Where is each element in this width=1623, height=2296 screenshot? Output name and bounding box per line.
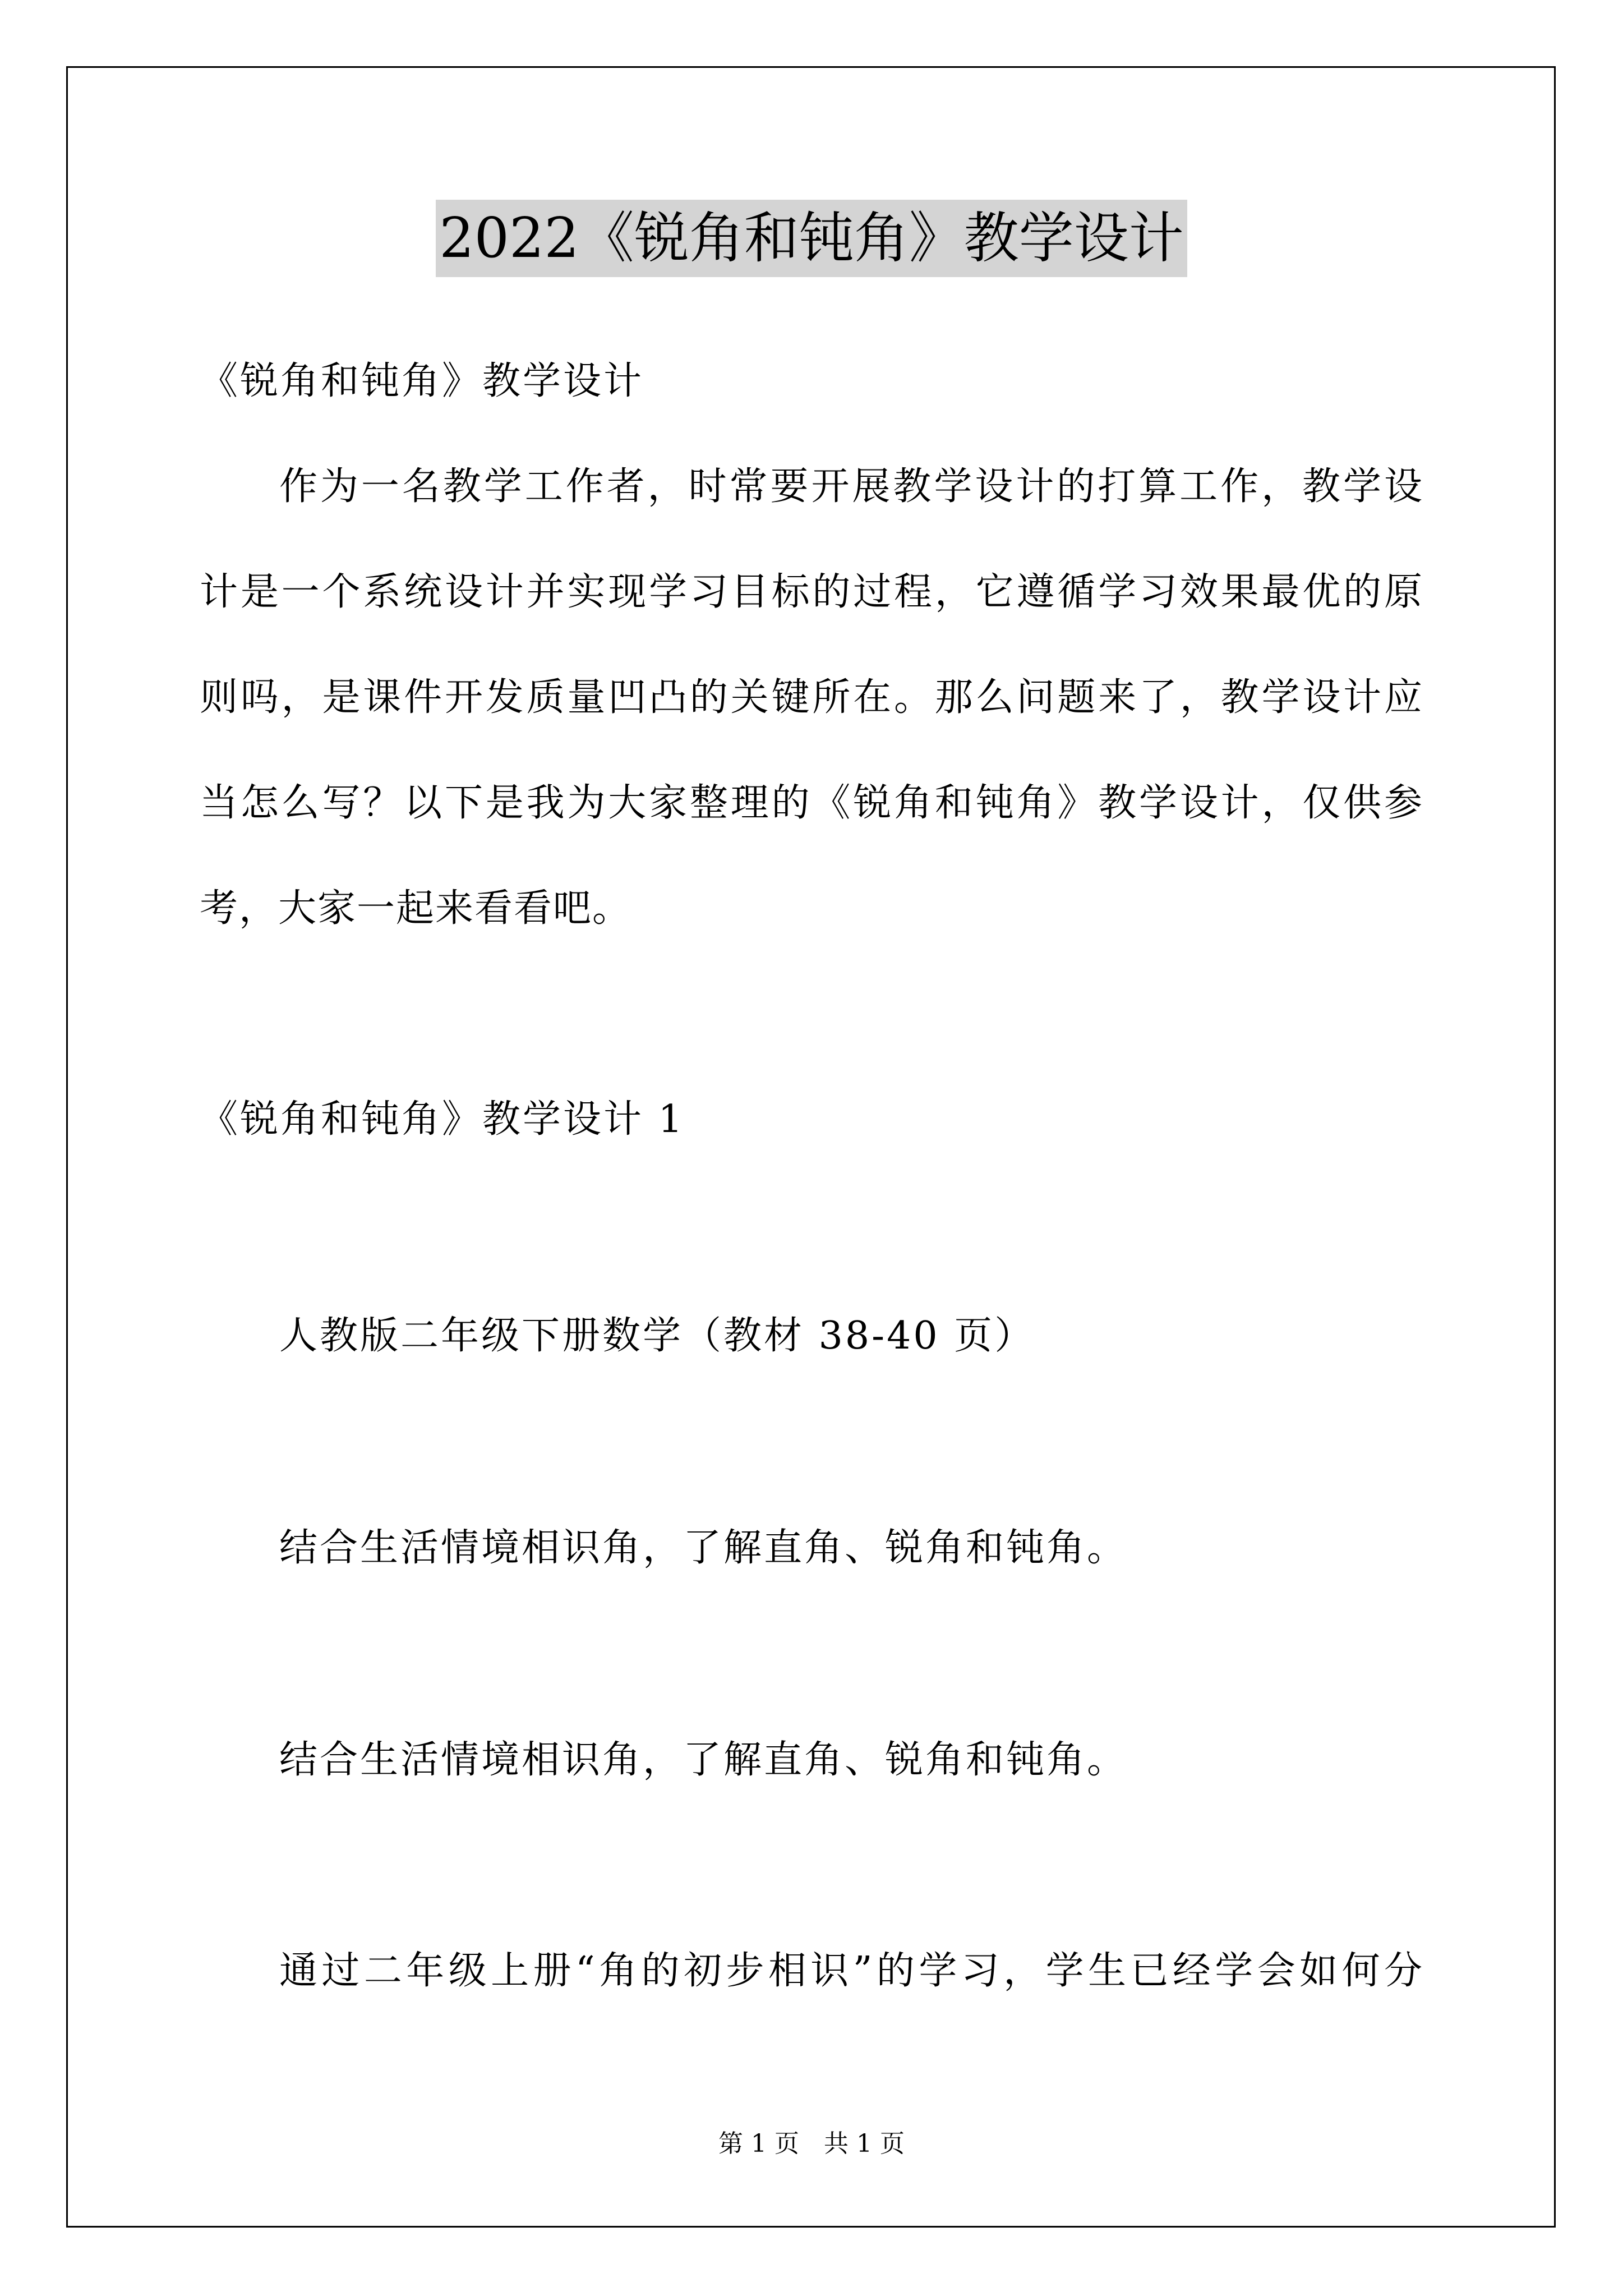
intro-line-3: 则吗，是课件开发质量凹凸的关键所在。那么问题来了，教学设计应 [200, 675, 1423, 720]
paragraph-textbook: 人教版二年级下册数学（教材 38-40 页） [279, 1314, 1035, 1358]
document-subtitle: 《锐角和钝角》教学设计 [200, 359, 644, 403]
section-heading: 《锐角和钝角》教学设计 1 [200, 1097, 685, 1142]
paragraph-analysis: 通过二年级上册“角的初步相识”的学习，学生已经学会如何分 [279, 1949, 1423, 1993]
paragraph-goal-1: 结合生活情境相识角，了解直角、锐角和钝角。 [279, 1526, 1128, 1570]
intro-line-4: 当怎么写？以下是我为大家整理的《锐角和钝角》教学设计，仅供参 [200, 781, 1423, 825]
intro-line-1: 作为一名教学工作者，时常要开展教学设计的打算工作，教学设 [279, 464, 1423, 509]
intro-line-5: 考，大家一起来看看吧。 [200, 886, 632, 931]
title-container [0, 200, 1623, 277]
intro-line-2: 计是一个系统设计并实现学习目标的过程，它遵循学习效果最优的原 [200, 570, 1423, 614]
document-title: 2022《锐角和钝角》教学设计 [436, 200, 1187, 277]
page-footer: 第 1 页 共 1 页 [718, 2129, 905, 2158]
paragraph-goal-2: 结合生活情境相识角，了解直角、锐角和钝角。 [279, 1738, 1128, 1782]
